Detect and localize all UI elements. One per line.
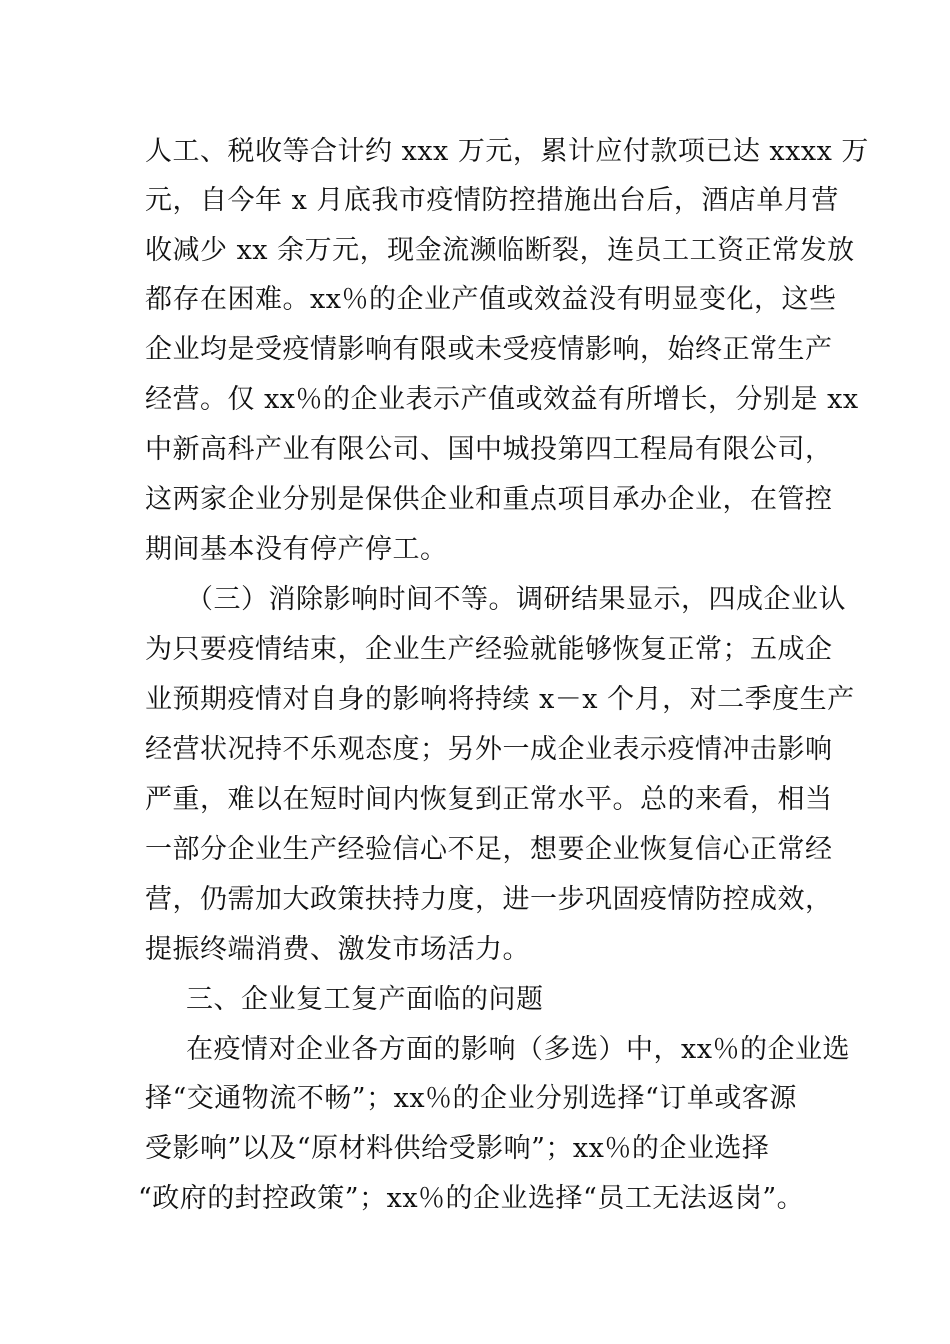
paragraph-line: 企业均是受疫情影响有限或未受疫情影响，始终正常生产 — [145, 334, 833, 365]
paragraph-line: 业预期疫情对自身的影响将持续 x－x 个月，对二季度生产 — [145, 684, 855, 715]
paragraph-line: 收减少 xx 余万元，现金流濒临断裂，连员工工资正常发放 — [145, 235, 855, 266]
paragraph-line: 经营状况持不乐观态度；另外一成企业表示疫情冲击影响 — [145, 734, 833, 765]
paragraph-line: 中新高科产业有限公司、国中城投第四工程局有限公司， — [145, 434, 833, 465]
paragraph-line: 为只要疫情结束，企业生产经验就能够恢复正常；五成企 — [145, 634, 833, 665]
paragraph-line: 都存在困难。xx％的企业产值或效益没有明显变化，这些 — [145, 284, 837, 315]
paragraph-line: 受影响”以及“原材料供给受影响”；xx％的企业选择 — [145, 1133, 770, 1164]
paragraph-line: 元，自今年 x 月底我市疫情防控措施出台后，酒店单月营 — [145, 185, 839, 216]
paragraph-line: 在疫情对企业各方面的影响（多选）中，xx％的企业选 — [186, 1034, 850, 1065]
paragraph-line: （三）消除影响时间不等。调研结果显示，四成企业认 — [186, 584, 846, 615]
paragraph-line: 经营。仅 xx％的企业表示产值或效益有所增长，分别是 xx — [145, 384, 859, 415]
section-heading: 三、企业复工复产面临的问题 — [186, 984, 544, 1015]
paragraph-line: 人工、税收等合计约 xxx 万元，累计应付款项已达 xxxx 万 — [145, 136, 869, 167]
paragraph-line: 营，仍需加大政策扶持力度，进一步巩固疫情防控成效， — [145, 884, 833, 915]
paragraph-line: 择“交通物流不畅”；xx％的企业分别选择“订单或客源 — [145, 1083, 797, 1114]
paragraph-line: “政府的封控政策”；xx％的企业选择“员工无法返岗”。 — [138, 1183, 805, 1214]
paragraph-line: 严重，难以在短时间内恢复到正常水平。总的来看，相当 — [145, 784, 833, 815]
paragraph-line: 提振终端消费、激发市场活力。 — [145, 934, 530, 965]
paragraph-line: 一部分企业生产经验信心不足，想要企业恢复信心正常经 — [145, 834, 833, 865]
paragraph-line: 这两家企业分别是保供企业和重点项目承办企业，在管控 — [145, 484, 833, 515]
paragraph-line: 期间基本没有停产停工。 — [145, 534, 448, 565]
